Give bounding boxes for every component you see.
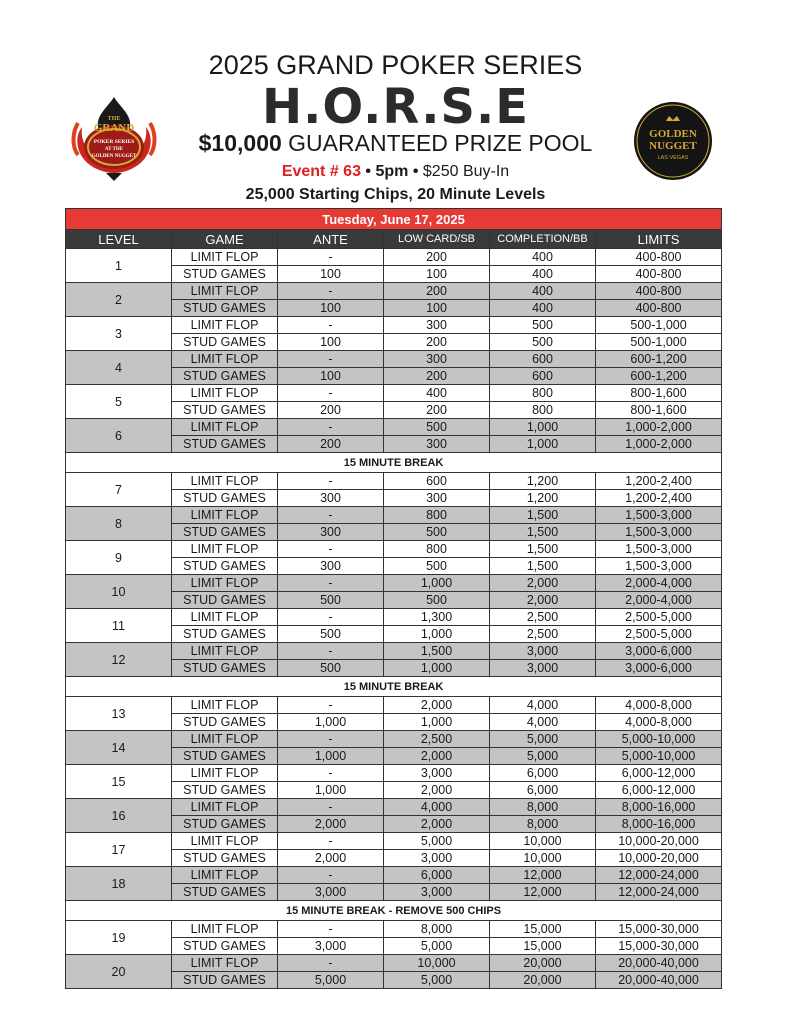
ante-value: 2,000 [278, 816, 384, 833]
completion-bb-value: 2,000 [490, 575, 596, 592]
completion-bb-value: 2,500 [490, 626, 596, 643]
limits-value: 500-1,000 [596, 334, 722, 351]
limits-value: 12,000-24,000 [596, 867, 722, 884]
table-row [66, 541, 722, 558]
low-card-sb-value: 500 [384, 419, 490, 436]
low-card-sb-value: 1,000 [384, 626, 490, 643]
low-card-sb-value: 500 [384, 524, 490, 541]
table-row [66, 283, 722, 300]
limits-value: 10,000-20,000 [596, 850, 722, 867]
ante-value: - [278, 799, 384, 816]
completion-bb-value: 500 [490, 317, 596, 334]
low-card-sb-value: 5,000 [384, 833, 490, 850]
limits-value: 400-800 [596, 249, 722, 266]
low-card-sb-value: 1,000 [384, 660, 490, 677]
limits-value: 2,500-5,000 [596, 609, 722, 626]
level-number: 15 [66, 765, 172, 799]
ante-value: - [278, 575, 384, 592]
limits-value: 800-1,600 [596, 385, 722, 402]
ante-value: - [278, 731, 384, 748]
break-label: 15 MINUTE BREAK [66, 677, 722, 697]
ante-value: - [278, 419, 384, 436]
ante-value: - [278, 507, 384, 524]
blind-structure-table [65, 208, 722, 989]
break-row [66, 453, 722, 473]
ante-value: - [278, 317, 384, 334]
table-row [66, 419, 722, 436]
completion-bb-value: 400 [490, 300, 596, 317]
completion-bb-value: 20,000 [490, 972, 596, 989]
low-card-sb-value: 3,000 [384, 765, 490, 782]
ante-value: 200 [278, 402, 384, 419]
low-card-sb-value: 1,500 [384, 643, 490, 660]
game-type: STUD GAMES [172, 972, 278, 989]
limits-value: 1,500-3,000 [596, 507, 722, 524]
game-type: STUD GAMES [172, 436, 278, 453]
ante-value: 2,000 [278, 850, 384, 867]
game-type: LIMIT FLOP [172, 731, 278, 748]
limits-value: 20,000-40,000 [596, 972, 722, 989]
completion-bb-value: 2,500 [490, 609, 596, 626]
game-type: LIMIT FLOP [172, 473, 278, 490]
column-header-limits: LIMITS [596, 230, 722, 249]
svg-text:GOLDEN NUGGET: GOLDEN NUGGET [91, 154, 137, 159]
game-type: LIMIT FLOP [172, 283, 278, 300]
limits-value: 2,000-4,000 [596, 575, 722, 592]
limits-value: 6,000-12,000 [596, 782, 722, 799]
ante-value: 300 [278, 558, 384, 575]
limits-value: 8,000-16,000 [596, 799, 722, 816]
ante-value: 100 [278, 300, 384, 317]
low-card-sb-value: 6,000 [384, 867, 490, 884]
game-type: LIMIT FLOP [172, 921, 278, 938]
ante-value: 500 [278, 660, 384, 677]
low-card-sb-value: 8,000 [384, 921, 490, 938]
break-label: 15 MINUTE BREAK [66, 453, 722, 473]
event-game-title: H.O.R.S.E [261, 79, 530, 135]
prize-pool-line [0, 130, 791, 157]
completion-bb-value: 400 [490, 283, 596, 300]
low-card-sb-value: 300 [384, 317, 490, 334]
ante-value: - [278, 283, 384, 300]
completion-bb-value: 1,500 [490, 558, 596, 575]
completion-bb-value: 20,000 [490, 955, 596, 972]
low-card-sb-value: 1,300 [384, 609, 490, 626]
game-type: LIMIT FLOP [172, 575, 278, 592]
low-card-sb-value: 300 [384, 351, 490, 368]
column-header-ante: ANTE [278, 230, 384, 249]
limits-value: 6,000-12,000 [596, 765, 722, 782]
ante-value: 200 [278, 436, 384, 453]
ante-value: 1,000 [278, 714, 384, 731]
limits-value: 10,000-20,000 [596, 833, 722, 850]
completion-bb-value: 10,000 [490, 833, 596, 850]
completion-bb-value: 12,000 [490, 884, 596, 901]
low-card-sb-value: 10,000 [384, 955, 490, 972]
completion-bb-value: 5,000 [490, 731, 596, 748]
completion-bb-value: 3,000 [490, 643, 596, 660]
low-card-sb-value: 300 [384, 490, 490, 507]
break-label: 15 MINUTE BREAK - REMOVE 500 CHIPS [66, 901, 722, 921]
game-type: LIMIT FLOP [172, 351, 278, 368]
column-header-level: LEVEL [66, 230, 172, 249]
separator-bullet: • [412, 163, 419, 180]
level-number: 16 [66, 799, 172, 833]
completion-bb-value: 12,000 [490, 867, 596, 884]
low-card-sb-value: 2,000 [384, 697, 490, 714]
ante-value: - [278, 541, 384, 558]
completion-bb-value: 4,000 [490, 697, 596, 714]
game-type: STUD GAMES [172, 850, 278, 867]
ante-value: - [278, 643, 384, 660]
table-body [66, 249, 722, 989]
completion-bb-value: 1,200 [490, 473, 596, 490]
limits-value: 1,000-2,000 [596, 436, 722, 453]
low-card-sb-value: 2,500 [384, 731, 490, 748]
low-card-sb-value: 200 [384, 402, 490, 419]
game-type: STUD GAMES [172, 782, 278, 799]
game-type: LIMIT FLOP [172, 955, 278, 972]
game-type: STUD GAMES [172, 938, 278, 955]
game-type: STUD GAMES [172, 524, 278, 541]
column-header-low-card-sb: LOW CARD/SB [384, 230, 490, 249]
low-card-sb-value: 500 [384, 558, 490, 575]
svg-text:NUGGET: NUGGET [649, 140, 697, 152]
limits-value: 15,000-30,000 [596, 938, 722, 955]
level-number: 20 [66, 955, 172, 989]
limits-value: 4,000-8,000 [596, 697, 722, 714]
starting-chips-levels: 25,000 Starting Chips, 20 Minute Levels [245, 186, 546, 203]
limits-value: 400-800 [596, 283, 722, 300]
game-type: STUD GAMES [172, 490, 278, 507]
ante-value: 5,000 [278, 972, 384, 989]
completion-bb-value: 1,500 [490, 524, 596, 541]
svg-text:THE: THE [107, 116, 121, 122]
low-card-sb-value: 2,000 [384, 782, 490, 799]
series-title: 2025 GRAND POKER SERIES [208, 50, 583, 80]
ante-value: - [278, 473, 384, 490]
level-number: 19 [66, 921, 172, 955]
svg-text:GRAND: GRAND [93, 122, 135, 134]
low-card-sb-value: 200 [384, 368, 490, 385]
svg-text:AT THE: AT THE [104, 147, 124, 152]
level-number: 9 [66, 541, 172, 575]
separator-bullet: • [365, 163, 372, 180]
low-card-sb-value: 800 [384, 541, 490, 558]
limits-value: 5,000-10,000 [596, 731, 722, 748]
game-type: STUD GAMES [172, 626, 278, 643]
limits-value: 20,000-40,000 [596, 955, 722, 972]
low-card-sb-value: 3,000 [384, 850, 490, 867]
ante-value: - [278, 765, 384, 782]
ante-value: 3,000 [278, 938, 384, 955]
low-card-sb-value: 300 [384, 436, 490, 453]
ante-value: 300 [278, 490, 384, 507]
low-card-sb-value: 100 [384, 266, 490, 283]
completion-bb-value: 15,000 [490, 921, 596, 938]
game-type: LIMIT FLOP [172, 799, 278, 816]
limits-value: 12,000-24,000 [596, 884, 722, 901]
low-card-sb-value: 200 [384, 283, 490, 300]
level-number: 13 [66, 697, 172, 731]
limits-value: 5,000-10,000 [596, 748, 722, 765]
table-row [66, 955, 722, 972]
limits-value: 2,500-5,000 [596, 626, 722, 643]
limits-value: 3,000-6,000 [596, 660, 722, 677]
level-number: 1 [66, 249, 172, 283]
limits-value: 600-1,200 [596, 368, 722, 385]
completion-bb-value: 1,000 [490, 436, 596, 453]
limits-value: 1,200-2,400 [596, 490, 722, 507]
game-type: LIMIT FLOP [172, 609, 278, 626]
game-type: LIMIT FLOP [172, 249, 278, 266]
ante-value: 300 [278, 524, 384, 541]
level-number: 8 [66, 507, 172, 541]
level-number: 2 [66, 283, 172, 317]
completion-bb-value: 600 [490, 351, 596, 368]
completion-bb-value: 500 [490, 334, 596, 351]
limits-value: 8,000-16,000 [596, 816, 722, 833]
table-date: Tuesday, June 17, 2025 [66, 209, 722, 230]
low-card-sb-value: 600 [384, 473, 490, 490]
table-row [66, 867, 722, 884]
completion-bb-value: 8,000 [490, 799, 596, 816]
column-header-game: GAME [172, 230, 278, 249]
break-row [66, 677, 722, 697]
table-row [66, 833, 722, 850]
game-type: LIMIT FLOP [172, 643, 278, 660]
game-type: STUD GAMES [172, 884, 278, 901]
limits-value: 1,500-3,000 [596, 541, 722, 558]
low-card-sb-value: 400 [384, 385, 490, 402]
limits-value: 1,500-3,000 [596, 524, 722, 541]
ante-value: - [278, 955, 384, 972]
low-card-sb-value: 800 [384, 507, 490, 524]
ante-value: 1,000 [278, 782, 384, 799]
table-row [66, 921, 722, 938]
event-info-line [0, 163, 791, 181]
low-card-sb-value: 5,000 [384, 938, 490, 955]
ante-value: - [278, 833, 384, 850]
ante-value: - [278, 867, 384, 884]
low-card-sb-value: 1,000 [384, 575, 490, 592]
game-type: LIMIT FLOP [172, 317, 278, 334]
completion-bb-value: 3,000 [490, 660, 596, 677]
low-card-sb-value: 500 [384, 592, 490, 609]
completion-bb-value: 10,000 [490, 850, 596, 867]
table-row [66, 731, 722, 748]
ante-value: - [278, 697, 384, 714]
table-row [66, 385, 722, 402]
table-row [66, 765, 722, 782]
game-type: LIMIT FLOP [172, 419, 278, 436]
ante-value: 500 [278, 626, 384, 643]
ante-value: 100 [278, 266, 384, 283]
ante-value: 100 [278, 334, 384, 351]
ante-value: 100 [278, 368, 384, 385]
ante-value: - [278, 249, 384, 266]
break-row [66, 901, 722, 921]
table-row [66, 249, 722, 266]
table-row [66, 507, 722, 524]
svg-text:POKER SERIES: POKER SERIES [93, 139, 135, 145]
level-number: 7 [66, 473, 172, 507]
game-type: STUD GAMES [172, 300, 278, 317]
low-card-sb-value: 3,000 [384, 884, 490, 901]
event-time: 5pm [375, 163, 409, 180]
prize-text: GUARANTEED PRIZE POOL [288, 130, 593, 156]
level-number: 11 [66, 609, 172, 643]
completion-bb-value: 5,000 [490, 748, 596, 765]
completion-bb-value: 1,500 [490, 541, 596, 558]
game-type: LIMIT FLOP [172, 765, 278, 782]
event-number: Event # 63 [281, 163, 361, 180]
limits-value: 500-1,000 [596, 317, 722, 334]
level-number: 17 [66, 833, 172, 867]
ante-value: 1,000 [278, 748, 384, 765]
completion-bb-value: 400 [490, 249, 596, 266]
svg-text:GOLDEN: GOLDEN [649, 128, 697, 140]
completion-bb-value: 1,000 [490, 419, 596, 436]
completion-bb-value: 15,000 [490, 938, 596, 955]
ante-value: 500 [278, 592, 384, 609]
low-card-sb-value: 200 [384, 334, 490, 351]
game-type: LIMIT FLOP [172, 507, 278, 524]
table-row [66, 575, 722, 592]
game-type: LIMIT FLOP [172, 541, 278, 558]
ante-value: 3,000 [278, 884, 384, 901]
table-row [66, 799, 722, 816]
completion-bb-value: 1,200 [490, 490, 596, 507]
game-type: LIMIT FLOP [172, 867, 278, 884]
table-row [66, 697, 722, 714]
limits-value: 1,200-2,400 [596, 473, 722, 490]
limits-value: 1,000-2,000 [596, 419, 722, 436]
game-type: STUD GAMES [172, 334, 278, 351]
completion-bb-value: 1,500 [490, 507, 596, 524]
table-row [66, 351, 722, 368]
completion-bb-value: 2,000 [490, 592, 596, 609]
completion-bb-value: 800 [490, 402, 596, 419]
level-number: 5 [66, 385, 172, 419]
event-buyin: $250 Buy-In [422, 163, 510, 180]
completion-bb-value: 4,000 [490, 714, 596, 731]
game-type: STUD GAMES [172, 816, 278, 833]
ante-value: - [278, 385, 384, 402]
completion-bb-value: 6,000 [490, 782, 596, 799]
low-card-sb-value: 5,000 [384, 972, 490, 989]
limits-value: 800-1,600 [596, 402, 722, 419]
svg-text:LAS VEGAS: LAS VEGAS [657, 155, 689, 161]
prize-amount: $10,000 [198, 130, 282, 156]
game-type: LIMIT FLOP [172, 697, 278, 714]
game-type: STUD GAMES [172, 748, 278, 765]
game-type: STUD GAMES [172, 558, 278, 575]
completion-bb-value: 800 [490, 385, 596, 402]
table-row [66, 317, 722, 334]
level-number: 12 [66, 643, 172, 677]
level-number: 3 [66, 317, 172, 351]
game-type: STUD GAMES [172, 402, 278, 419]
low-card-sb-value: 4,000 [384, 799, 490, 816]
level-number: 6 [66, 419, 172, 453]
low-card-sb-value: 200 [384, 249, 490, 266]
low-card-sb-value: 100 [384, 300, 490, 317]
table-row [66, 609, 722, 626]
game-type: LIMIT FLOP [172, 385, 278, 402]
low-card-sb-value: 2,000 [384, 816, 490, 833]
level-number: 4 [66, 351, 172, 385]
game-type: STUD GAMES [172, 266, 278, 283]
table-row [66, 473, 722, 490]
column-header-completion-bb: COMPLETION/BB [490, 230, 596, 249]
limits-value: 400-800 [596, 300, 722, 317]
limits-value: 4,000-8,000 [596, 714, 722, 731]
limits-value: 600-1,200 [596, 351, 722, 368]
game-type: LIMIT FLOP [172, 833, 278, 850]
limits-value: 2,000-4,000 [596, 592, 722, 609]
table-row [66, 643, 722, 660]
game-type: STUD GAMES [172, 714, 278, 731]
completion-bb-value: 8,000 [490, 816, 596, 833]
limits-value: 3,000-6,000 [596, 643, 722, 660]
game-type: STUD GAMES [172, 660, 278, 677]
completion-bb-value: 6,000 [490, 765, 596, 782]
level-number: 18 [66, 867, 172, 901]
limits-value: 15,000-30,000 [596, 921, 722, 938]
completion-bb-value: 600 [490, 368, 596, 385]
ante-value: - [278, 351, 384, 368]
limits-value: 1,500-3,000 [596, 558, 722, 575]
ante-value: - [278, 921, 384, 938]
game-type: STUD GAMES [172, 368, 278, 385]
low-card-sb-value: 1,000 [384, 714, 490, 731]
ante-value: - [278, 609, 384, 626]
low-card-sb-value: 2,000 [384, 748, 490, 765]
game-type: STUD GAMES [172, 592, 278, 609]
level-number: 14 [66, 731, 172, 765]
limits-value: 400-800 [596, 266, 722, 283]
completion-bb-value: 400 [490, 266, 596, 283]
level-number: 10 [66, 575, 172, 609]
